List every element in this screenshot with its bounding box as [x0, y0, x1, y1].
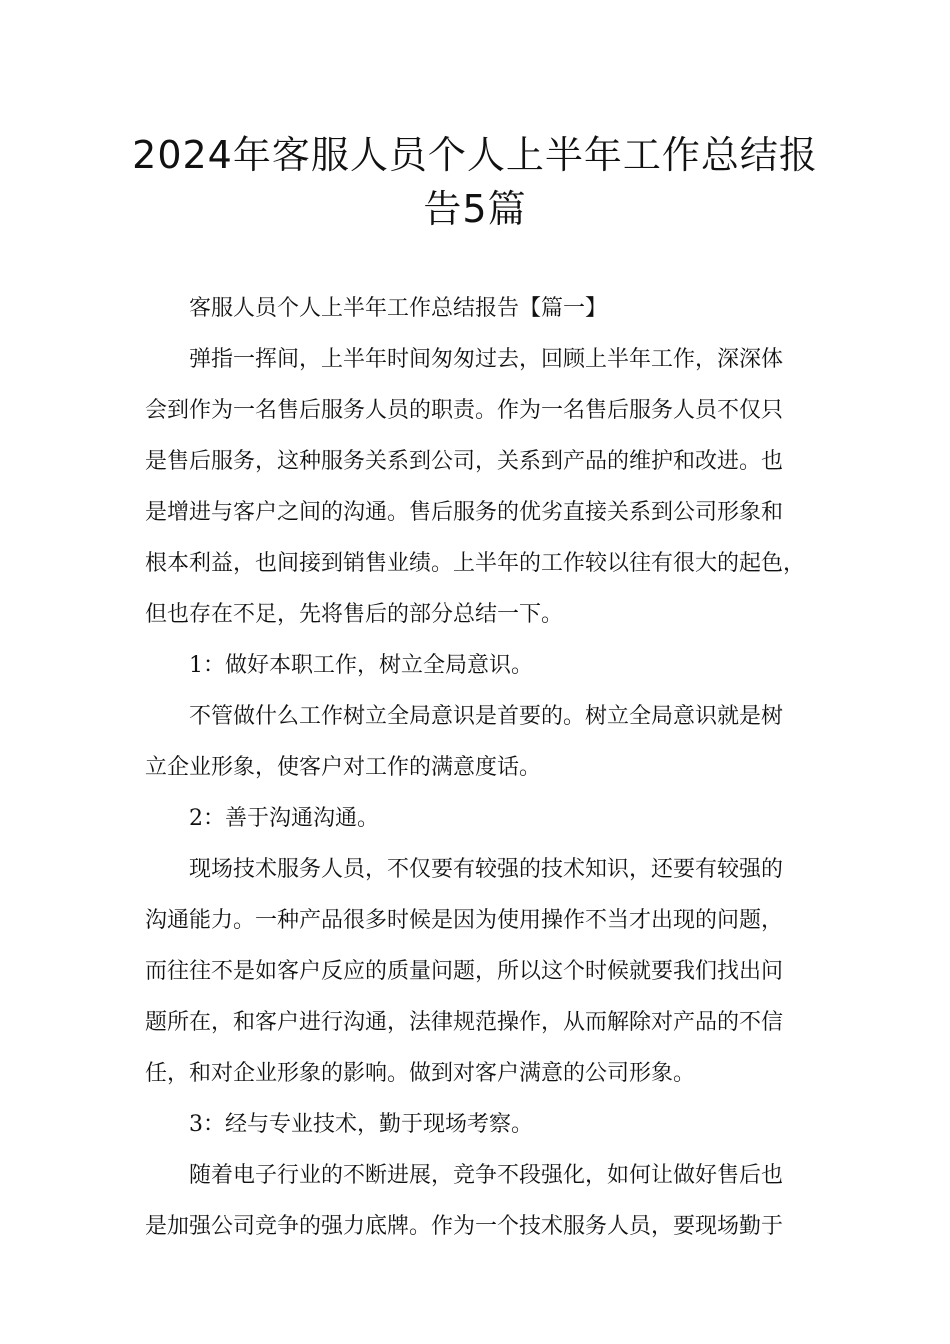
point-heading: 3：经与专业技术，勤于现场考察。 [189, 1112, 533, 1137]
text-line: 现场技术服务人员，不仅要有较强的技术知识，还要有较强的 [189, 857, 784, 882]
text-line: 会到作为一名售后服务人员的职责。作为一名售后服务人员不仅只 [145, 398, 784, 423]
text-line: 是加强公司竞争的强力底牌。作为一个技术服务人员，要现场勤于 [145, 1214, 784, 1239]
text-line: 是售后服务，这种服务关系到公司，关系到产品的维护和改进。也 [145, 449, 784, 474]
text-line: 而往往不是如客户反应的质量问题，所以这个时候就要我们找出问 [145, 959, 784, 984]
text-line: 根本利益，也间接到销售业绩。上半年的工作较以往有很大的起色， [145, 551, 806, 576]
title-line: 告5篇 [423, 187, 527, 231]
text-line: 随着电子行业的不断进展，竞争不段强化，如何让做好售后也 [189, 1163, 784, 1188]
document-title [120, 128, 830, 236]
text-line: 任，和对企业形象的影响。做到对客户满意的公司形象。 [145, 1061, 696, 1086]
text-line: 题所在，和客户进行沟通，法律规范操作，从而解除对产品的不信 [145, 1010, 784, 1035]
text-line: 弹指一挥间，上半年时间匆匆过去，回顾上半年工作，深深体 [189, 347, 784, 372]
title-line: 2024年客服人员个人上半年工作总结报 [132, 133, 818, 177]
point-heading: 2：善于沟通沟通。 [189, 806, 379, 831]
text-line: 立企业形象，使客户对工作的满意度话。 [145, 755, 542, 780]
section-heading: 客服人员个人上半年工作总结报告【篇一】 [189, 296, 608, 321]
document-body [145, 283, 825, 1252]
text-line: 是增进与客户之间的沟通。售后服务的优劣直接关系到公司形象和 [145, 500, 784, 525]
text-line: 但也存在不足，先将售后的部分总结一下。 [145, 602, 564, 627]
text-line: 不管做什么工作树立全局意识是首要的。树立全局意识就是树 [189, 704, 784, 729]
point-heading: 1：做好本职工作，树立全局意识。 [189, 653, 533, 678]
text-line: 沟通能力。一种产品很多时候是因为使用操作不当才出现的问题， [145, 908, 784, 933]
